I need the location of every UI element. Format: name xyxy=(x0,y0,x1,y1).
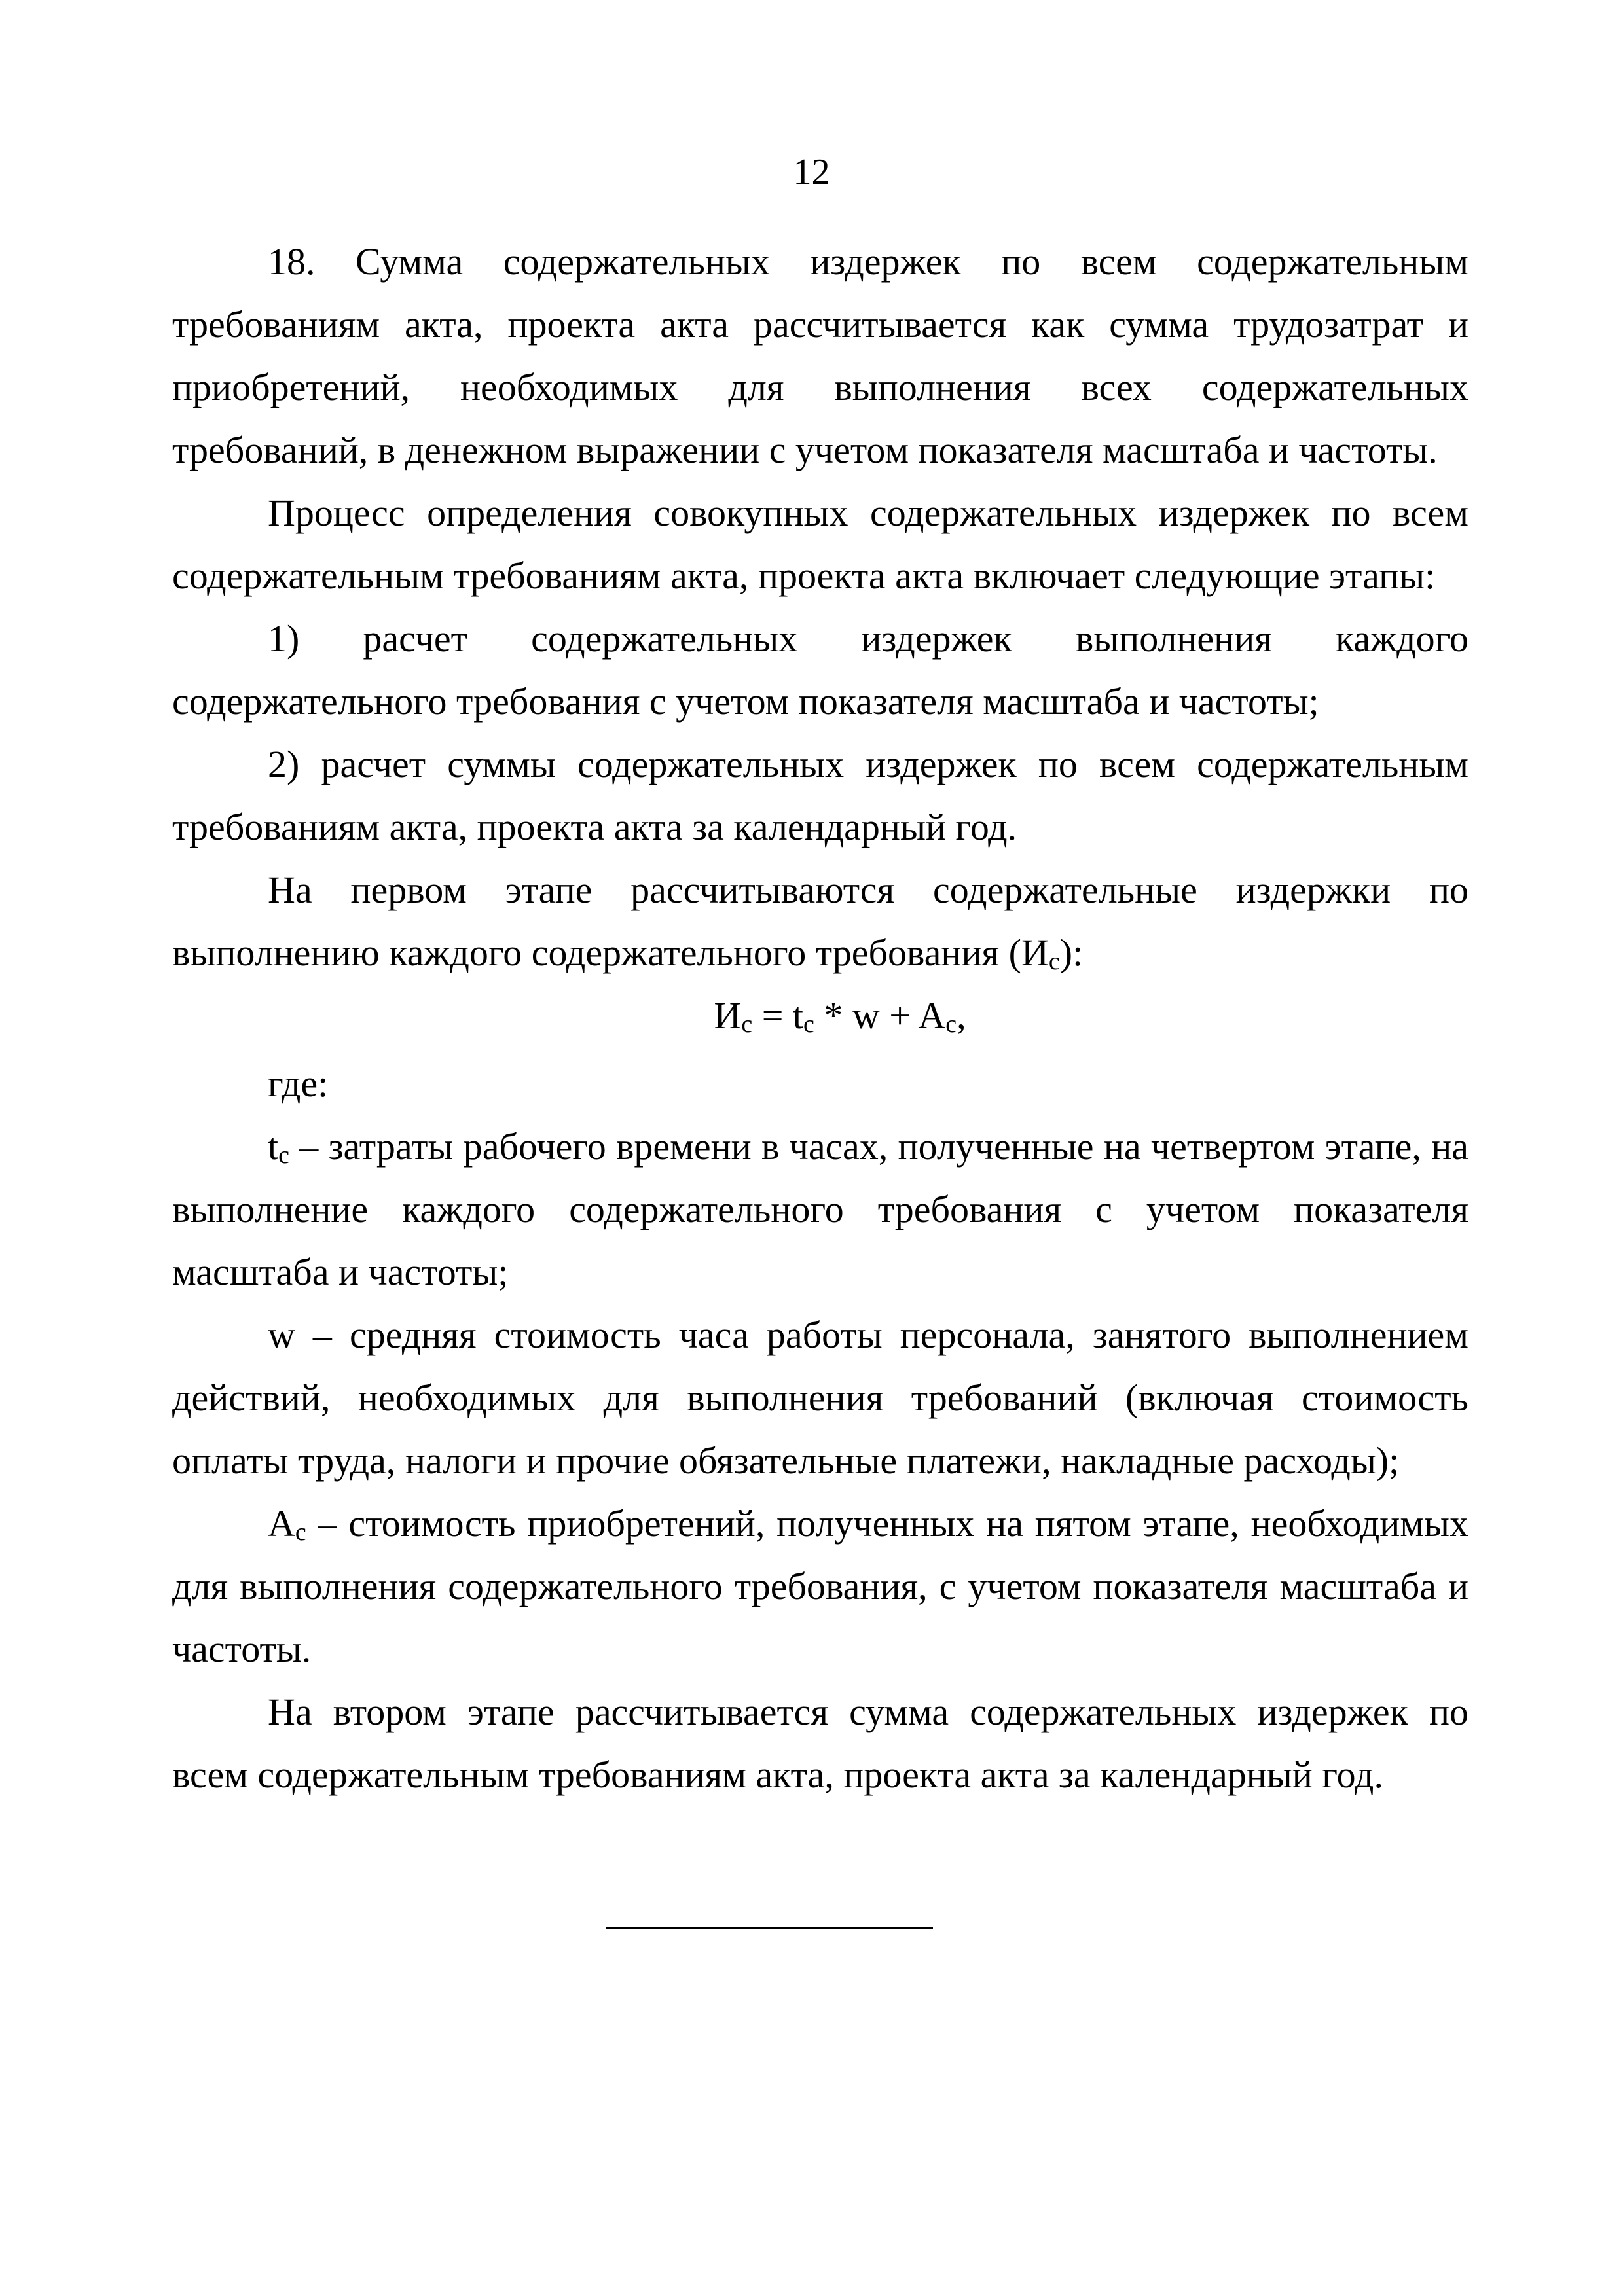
document-body xyxy=(172,230,1468,1806)
where-label: где: xyxy=(268,1062,329,1105)
formula-lhs: И xyxy=(714,994,742,1037)
formula-operators: * w + xyxy=(814,994,919,1037)
formula-a-subscript: с xyxy=(945,1011,957,1038)
page-number: 12 xyxy=(793,152,830,192)
definition-t xyxy=(172,1115,1468,1304)
definition-t-symbol: t xyxy=(268,1125,279,1168)
formula-a: A xyxy=(918,994,946,1037)
definition-t-subscript: с xyxy=(278,1141,289,1169)
definition-a xyxy=(172,1492,1468,1681)
definition-a-text: – стоимость приобретений, полученных на пятом этапе, необходимых для выполнения содержательного требования, с учетом показателя масштаба и частоты. xyxy=(172,1502,1468,1670)
definition-w: w – средняя стоимость часа работы персонала, занятого выполнением действий, необходимых для выполнения требований (включая стоимость оплаты труда, налоги и прочие обязательные платежи, накладные расходы); xyxy=(172,1314,1468,1482)
formula-end: , xyxy=(957,994,966,1037)
definition-a-symbol: А xyxy=(268,1502,295,1545)
paragraph-18: 18. Сумма содержательных издержек по всем содержательным требованиям акта, проекта акта рассчитывается как сумма трудозатрат и приобретений, необходимых для выполнения всех содержательных требований, в денежном выражении с учетом показателя масштаба и частоты. xyxy=(172,240,1468,471)
first-stage-subscript: с xyxy=(1048,948,1060,975)
paragraph-first-stage xyxy=(172,859,1468,984)
first-stage-end: ): xyxy=(1059,931,1084,974)
paragraph-second-stage: На втором этапе рассчитывается сумма содержательных издержек по всем содержательным требованиям акта, проекта акта за календарный год. xyxy=(172,1691,1468,1796)
end-divider-line xyxy=(606,1927,933,1929)
cost-formula xyxy=(172,984,1468,1047)
definition-a-subscript: с xyxy=(295,1518,306,1546)
formula-lhs-subscript: с xyxy=(741,1011,753,1038)
formula-t-subscript: с xyxy=(803,1011,814,1038)
formula-t: t xyxy=(792,994,804,1037)
paragraph-step-2: 2) расчет суммы содержательных издержек по всем содержательным требованиям акта, проекта акта за календарный год. xyxy=(172,743,1468,848)
formula-equals: = xyxy=(752,994,793,1037)
definition-t-text: – затраты рабочего времени в часах, полученные на четвертом этапе, на выполнение каждого содержательного требования с учетом показателя масштаба и частоты; xyxy=(172,1125,1468,1293)
paragraph-step-1: 1) расчет содержательных издержек выполнения каждого содержательного требования с учетом показателя масштаба и частоты; xyxy=(172,617,1468,723)
paragraph-process: Процесс определения совокупных содержательных издержек по всем содержательным требованиям акта, проекта акта включает следующие этапы: xyxy=(172,492,1468,597)
first-stage-text: На первом этапе рассчитываются содержательные издержки по выполнению каждого содержательного требования (И xyxy=(172,869,1468,974)
